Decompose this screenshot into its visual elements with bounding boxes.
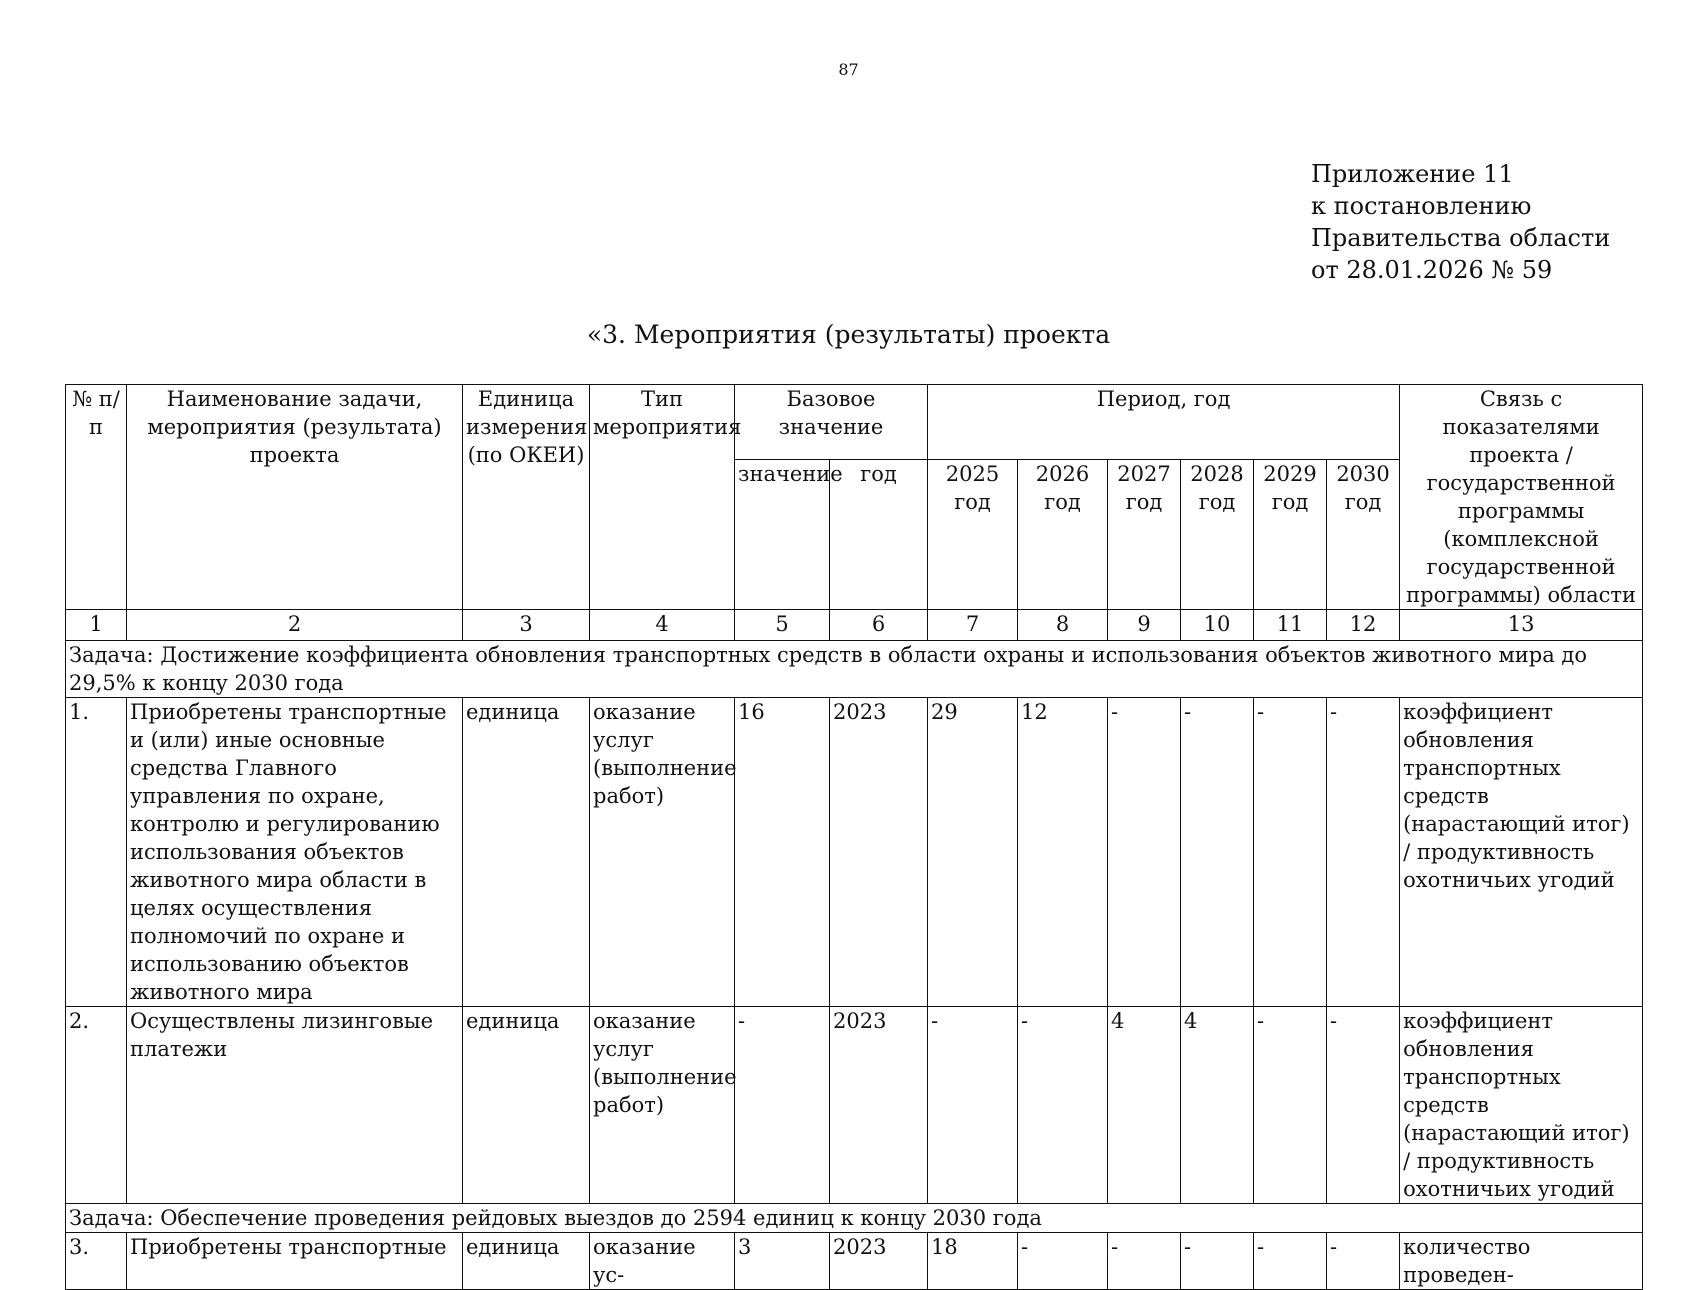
row-2030: - (1327, 698, 1400, 1007)
column-number: 2 (127, 610, 463, 641)
row-2026: - (1018, 1007, 1108, 1204)
document-title: «3. Мероприятия (результаты) проекта (586, 320, 1111, 349)
row-base-year: 2023 (830, 1233, 928, 1290)
appendix-line: Правительства области (1311, 224, 1611, 252)
table-row (66, 698, 1643, 1007)
row-2028: - (1181, 698, 1254, 1007)
row-2026: 12 (1018, 698, 1108, 1007)
row-base-value: - (735, 1007, 830, 1204)
row-2029: - (1254, 1233, 1327, 1290)
row-unit: единица (463, 1007, 590, 1204)
header-row (66, 385, 1643, 460)
row-type: оказание ус- (590, 1233, 735, 1290)
column-number: 13 (1400, 610, 1643, 641)
column-number: 9 (1108, 610, 1181, 641)
task-row (66, 1204, 1643, 1233)
row-2025: - (928, 1007, 1018, 1204)
row-2029: - (1254, 698, 1327, 1007)
column-number: 8 (1018, 610, 1108, 641)
row-name: Приобретены транспортные (127, 1233, 463, 1290)
row-2028: 4 (1181, 1007, 1254, 1204)
header-year: 2029 год (1254, 460, 1327, 610)
header-year: 2027 год (1108, 460, 1181, 610)
table-row (66, 1007, 1643, 1204)
column-number: 12 (1327, 610, 1400, 641)
row-link: коэффициент обновления транспортных средств (нарастающий итог) / продуктивность охотничьих угодий (1400, 698, 1643, 1007)
row-name: Приобретены транспортные и (или) иные основные средства Главного управления по охране, контролю и регулированию использования объектов животного мира области в целях осуществления полномочий по охране и использованию объектов животного мира (127, 698, 463, 1007)
row-2026: - (1018, 1233, 1108, 1290)
row-unit: единица (463, 1233, 590, 1290)
row-type: оказание услуг (выполнение работ) (590, 698, 735, 1007)
appendix-line: к постановлению (1311, 192, 1532, 220)
row-base-value: 16 (735, 698, 830, 1007)
row-base-value: 3 (735, 1233, 830, 1290)
header-base-year: год (830, 460, 928, 610)
row-num: 1. (66, 698, 127, 1007)
header-base: Базовое значение (735, 385, 928, 460)
page-number: 87 (838, 60, 859, 79)
column-number: 10 (1181, 610, 1254, 641)
task-title: Задача: Достижение коэффициента обновления транспортных средств в области охраны и использования объектов животного мира до 29,5% к концу 2030 года (66, 641, 1643, 698)
row-2027: - (1108, 1233, 1181, 1290)
row-2025: 29 (928, 698, 1018, 1007)
header-type: Тип мероприятия (590, 385, 735, 610)
column-number: 7 (928, 610, 1018, 641)
row-base-year: 2023 (830, 1007, 928, 1204)
table-row (66, 1233, 1643, 1290)
task-row (66, 641, 1643, 698)
measures-table (65, 384, 1643, 1290)
header-period: Период, год (928, 385, 1400, 460)
header-year: 2025 год (928, 460, 1018, 610)
header-base-value: значение (735, 460, 830, 610)
header-year: 2030 год (1327, 460, 1400, 610)
header-num: № п/п (66, 385, 127, 610)
row-type: оказание услуг (выполнение работ) (590, 1007, 735, 1204)
row-2027: - (1108, 698, 1181, 1007)
row-2027: 4 (1108, 1007, 1181, 1204)
column-number: 3 (463, 610, 590, 641)
row-link: количество проведен- (1400, 1233, 1643, 1290)
header-name: Наименование задачи, мероприятия (результата) проекта (127, 385, 463, 610)
row-2029: - (1254, 1007, 1327, 1204)
row-base-year: 2023 (830, 698, 928, 1007)
row-2030: - (1327, 1007, 1400, 1204)
row-num: 3. (66, 1233, 127, 1290)
task-title: Задача: Обеспечение проведения рейдовых выездов до 2594 единиц к концу 2030 года (66, 1204, 1643, 1233)
appendix-block (1311, 158, 1610, 286)
column-number: 4 (590, 610, 735, 641)
row-2025: 18 (928, 1233, 1018, 1290)
appendix-line: от 28.01.2026 № 59 (1311, 256, 1553, 284)
header-unit: Единица измерения (по ОКЕИ) (463, 385, 590, 610)
header-year: 2028 год (1181, 460, 1254, 610)
column-number: 5 (735, 610, 830, 641)
row-link: коэффициент обновления транспортных средств (нарастающий итог) / продуктивность охотничьих угодий (1400, 1007, 1643, 1204)
row-2030: - (1327, 1233, 1400, 1290)
row-2028: - (1181, 1233, 1254, 1290)
row-name: Осуществлены лизинговые платежи (127, 1007, 463, 1204)
column-number: 1 (66, 610, 127, 641)
header-link: Связь с показателями проекта / государственной программы (комплексной государственной программы) области (1400, 385, 1643, 610)
header-year: 2026 год (1018, 460, 1108, 610)
column-number: 11 (1254, 610, 1327, 641)
row-num: 2. (66, 1007, 127, 1204)
row-unit: единица (463, 698, 590, 1007)
column-number-row (66, 610, 1643, 641)
appendix-line: Приложение 11 (1311, 160, 1514, 188)
column-number: 6 (830, 610, 928, 641)
